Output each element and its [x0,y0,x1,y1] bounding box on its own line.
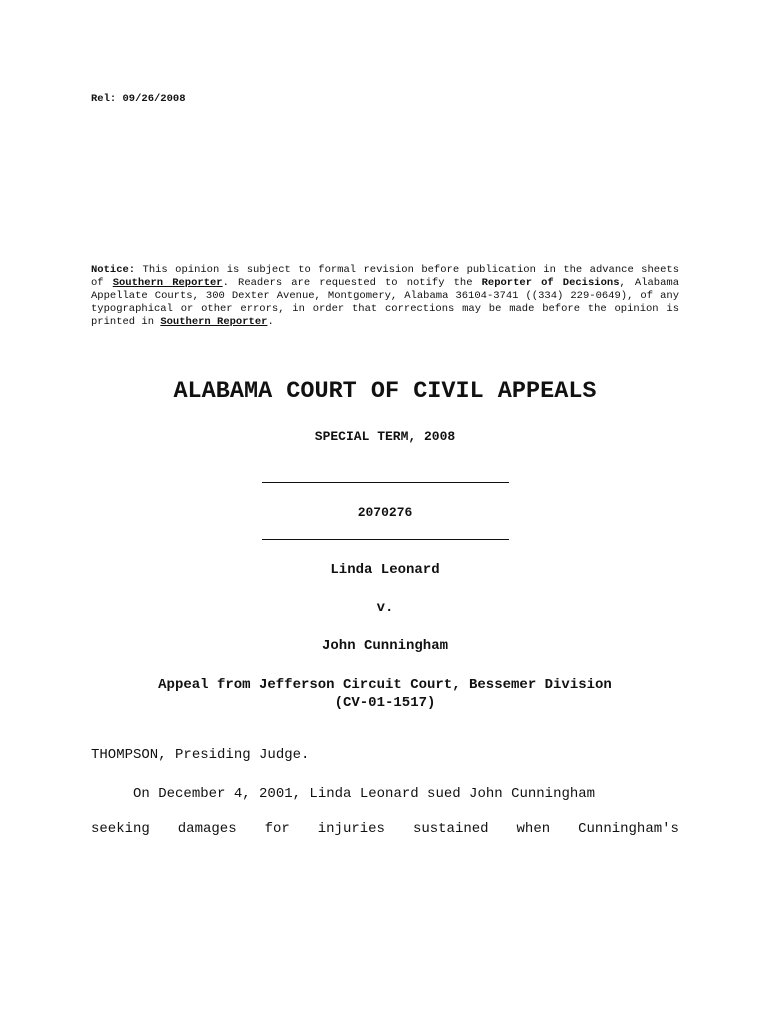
notice-text-3: , Alabama Appellate Courts, 300 Dexter Avenue, Montgomery, Alabama 36104-3741 ((334) 229-0649), of any typographical or other errors, in order that corrections may be made before the opinion is printed in [91,276,679,328]
notice-text-1: This opinion is subject to formal revision before publication in the advance sheets of [91,264,679,289]
opinion-word: when [516,821,551,837]
appeal-line-1: Appeal from Jefferson Circuit Court, Bessemer Division [158,677,612,693]
appellant: Linda Leonard [330,562,440,578]
reporter-of-decisions: Reporter of Decisions [481,276,620,289]
divider-bottom [262,539,509,540]
notice-text-2: . Readers are requested to notify the [222,276,482,289]
appeal-origin [0,676,770,712]
opinion-word: injuries [317,821,385,837]
opinion-line-2 [91,821,679,837]
notice-paragraph [91,264,679,329]
appellee: John Cunningham [321,638,449,654]
opinion-word: damages [177,821,237,837]
opinion-word: seeking [91,821,150,837]
divider-top [262,482,509,483]
opinion-word: Cunningham's [578,821,679,837]
opinion-word: sustained [412,821,489,837]
opinion-word: for [264,821,290,837]
release-date: Rel: 09/26/2008 [91,93,186,105]
versus: v. [376,600,394,616]
court-title: ALABAMA COURT OF CIVIL APPEALS [173,378,597,405]
southern-reporter-link-1: Southern Reporter [112,276,223,289]
notice-label: Notice: [91,264,136,276]
judge-line: THOMPSON, Presiding Judge. [91,747,310,763]
term: SPECIAL TERM, 2008 [314,429,456,444]
appeal-line-2: (CV-01-1517) [334,695,436,711]
notice-text-4: . [267,315,274,328]
opinion-line-1: On December 4, 2001, Linda Leonard sued John Cunningham [91,786,596,802]
case-number: 2070276 [357,505,413,520]
southern-reporter-link-2: Southern Reporter [160,315,268,328]
